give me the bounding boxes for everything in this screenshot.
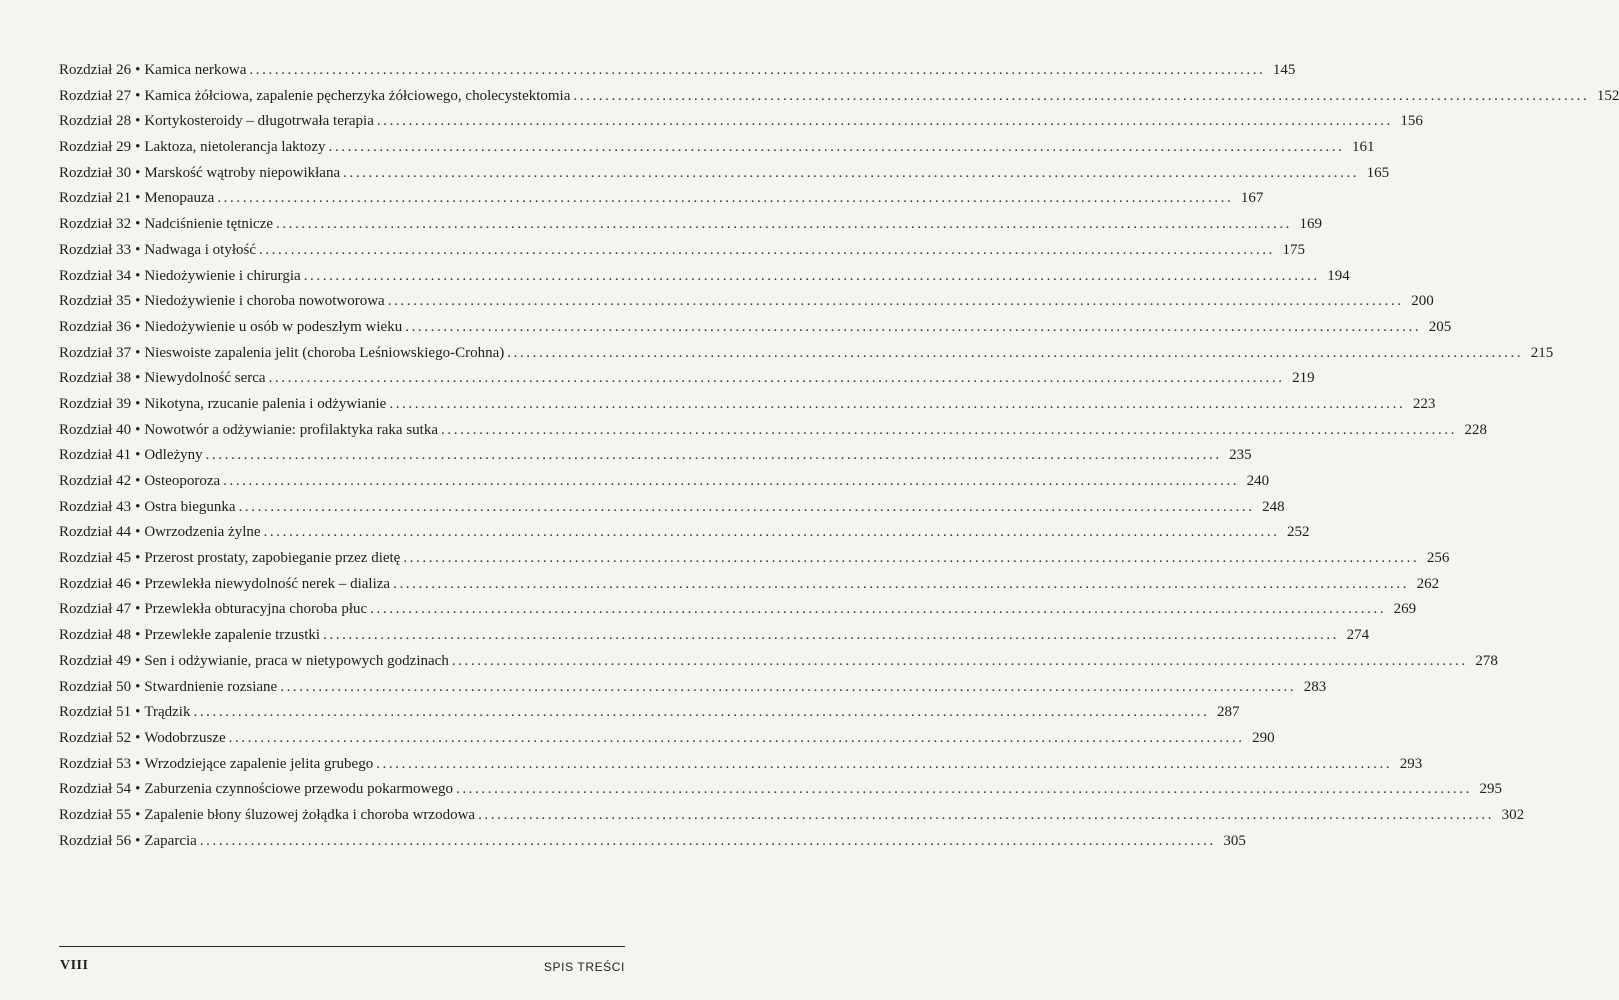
chapter-title: Wodobrzusze	[144, 729, 226, 746]
chapter-label: Rozdział 35	[59, 293, 132, 310]
toc-entry-3[interactable]: Rozdział 29 • Laktoza, nietolerancja laktozy ................................................................................................................................................................ 161	[59, 135, 624, 161]
toc-entry-29[interactable]: Rozdział 55 • Zapalenie błony śluzowej żołądka i choroba wrzodowa ................................................................................................................................................................ 302	[59, 803, 624, 829]
toc-entry-22[interactable]: Rozdział 48 • Przewlekłe zapalenie trzustki ................................................................................................................................................................ 274	[59, 623, 624, 649]
chapter-page-number: 145	[1272, 62, 1296, 78]
toc-entry-4[interactable]: Rozdział 30 • Marskość wątroby niepowikłana ................................................................................................................................................................ 165	[59, 161, 624, 187]
chapter-title: Nowotwór a odżywianie: profilaktyka raka sutka	[144, 421, 439, 438]
toc-entry-26[interactable]: Rozdział 52 • Wodobrzusze ................................................................................................................................................................ 290	[59, 726, 624, 752]
toc-entry-18[interactable]: Rozdział 44 • Owrzodzenia żylne ................................................................................................................................................................ 252	[59, 520, 624, 546]
chapter-title: Trądzik	[144, 704, 191, 721]
chapter-title: Wrzodziejące zapalenie jelita grubego	[144, 755, 374, 772]
chapter-title: Kortykosteroidy – długotrwała terapia	[144, 113, 374, 130]
toc-entry-28[interactable]: Rozdział 54 • Zaburzenia czynnościowe przewodu pokarmowego ................................................................................................................................................................ 295	[59, 777, 624, 803]
toc-entry-2[interactable]: Rozdział 28 • Kortykosteroidy – długotrwała terapia ................................................................................................................................................................ 156	[59, 109, 624, 135]
chapter-label: Rozdział 46	[59, 575, 132, 592]
toc-entry-20[interactable]: Rozdział 46 • Przewlekła niewydolność nerek – dializa ................................................................................................................................................................ 262	[59, 572, 624, 598]
toc-entry-13[interactable]: Rozdział 39 • Nikotyna, rzucanie palenia i odżywianie ................................................................................................................................................................ 223	[59, 392, 624, 418]
chapter-title: Osteoporoza	[144, 473, 221, 489]
chapter-title: Przewlekła obturacyjna choroba płuc	[144, 601, 368, 618]
chapter-page-number: 274	[1346, 627, 1370, 644]
chapter-label: Rozdział 55	[59, 806, 132, 823]
chapter-label: Rozdział 41	[59, 447, 132, 464]
chapter-label: Rozdział 29	[59, 139, 132, 156]
chapter-title: Niedożywienie i choroba nowotworowa	[144, 293, 385, 310]
chapter-label: Rozdział 36	[59, 318, 132, 335]
running-footer-title: SPIS TREŚCI	[543, 960, 625, 974]
toc-entry-24[interactable]: Rozdział 50 • Stwardnienie rozsiane ................................................................................................................................................................ 283	[59, 675, 624, 701]
chapter-title: Przewlekłe zapalenie trzustki	[144, 627, 321, 644]
chapter-label: Rozdział 27	[59, 87, 132, 104]
table-of-contents	[59, 58, 1619, 854]
toc-entry-19[interactable]: Rozdział 45 • Przerost prostaty, zapobieganie przez dietę ................................................................................................................................................................ 256	[59, 546, 624, 572]
chapter-label: Rozdział 42	[59, 473, 132, 489]
chapter-label: Rozdział 49	[59, 652, 132, 669]
chapter-page-number: 156	[1400, 113, 1423, 130]
chapter-title: Kamica nerkowa	[144, 62, 247, 78]
chapter-page-number: 293	[1399, 755, 1423, 772]
chapter-title: Zaburzenia czynnościowe przewodu pokarmowego	[144, 781, 453, 798]
chapter-title: Sen i odżywianie, praca w nietypowych godzinach	[144, 652, 449, 669]
chapter-title: Niewydolność serca	[144, 370, 266, 387]
chapter-title: Owrzodzenia żylne	[144, 524, 261, 541]
chapter-label: Rozdział 38	[59, 370, 132, 387]
chapter-title: Kamica żółciowa, zapalenie pęcherzyka żółciowego, cholecystektomia	[144, 87, 571, 104]
chapter-label: Rozdział 21	[59, 190, 132, 207]
chapter-label: Rozdział 56	[59, 832, 132, 849]
chapter-page-number: 169	[1299, 216, 1323, 233]
chapter-label: Rozdział 50	[59, 678, 132, 695]
chapter-title: Nadwaga i otyłość	[144, 241, 256, 258]
chapter-label: Rozdział 51	[59, 704, 132, 721]
chapter-page-number: 262	[1416, 575, 1440, 592]
toc-entry-16[interactable]: Rozdział 42 • Osteoporoza ................................................................................................................................................................ 240	[59, 469, 624, 495]
toc-entry-8[interactable]: Rozdział 34 • Niedożywienie i chirurgia ................................................................................................................................................................ 194	[59, 264, 624, 290]
toc-entry-9[interactable]: Rozdział 35 • Niedożywienie i choroba nowotworowa ................................................................................................................................................................ 200	[59, 289, 624, 315]
chapter-page-number: 235	[1229, 447, 1252, 464]
chapter-page-number: 256	[1426, 550, 1450, 567]
chapter-label: Rozdział 40	[59, 421, 132, 438]
chapter-page-number: 278	[1475, 652, 1498, 669]
toc-entry-6[interactable]: Rozdział 32 • Nadciśnienie tętnicze ................................................................................................................................................................ 169	[59, 212, 624, 238]
toc-entry-12[interactable]: Rozdział 38 • Niewydolność serca ................................................................................................................................................................ 219	[59, 366, 624, 392]
chapter-title: Zaparcia	[144, 832, 197, 849]
chapter-page-number: 215	[1530, 344, 1554, 361]
chapter-label: Rozdział 48	[59, 627, 132, 644]
chapter-label: Rozdział 45	[59, 550, 132, 567]
toc-entry-27[interactable]: Rozdział 53 • Wrzodziejące zapalenie jelita grubego ................................................................................................................................................................ 293	[59, 752, 624, 778]
toc-entry-14[interactable]: Rozdział 40 • Nowotwór a odżywianie: profilaktyka raka sutka ................................................................................................................................................................ 228	[59, 418, 624, 444]
chapter-page-number: 200	[1411, 293, 1434, 310]
chapter-label: Rozdział 37	[59, 344, 132, 361]
chapter-label: Rozdział 44	[59, 524, 132, 541]
chapter-label: Rozdział 54	[59, 781, 132, 798]
chapter-title: Laktoza, nietolerancja laktozy	[144, 139, 326, 156]
chapter-page-number: 290	[1252, 729, 1275, 746]
chapter-label: Rozdział 28	[59, 113, 132, 130]
chapter-title: Niedożywienie u osób w podeszłym wieku	[144, 318, 403, 335]
chapter-title: Marskość wątroby niepowikłana	[144, 164, 341, 181]
toc-entry-21[interactable]: Rozdział 47 • Przewlekła obturacyjna choroba płuc ................................................................................................................................................................ 269	[59, 597, 624, 623]
chapter-label: Rozdział 52	[59, 729, 132, 746]
toc-entry-1[interactable]: Rozdział 27 • Kamica żółciowa, zapalenie pęcherzyka żółciowego, cholecystektomia ................................................................................................................................................................ 152	[59, 84, 624, 110]
chapter-title: Nadciśnienie tętnicze	[144, 216, 274, 233]
chapter-title: Zapalenie błony śluzowej żołądka i choroba wrzodowa	[144, 806, 476, 823]
chapter-label: Rozdział 53	[59, 755, 132, 772]
toc-entry-15[interactable]: Rozdział 41 • Odleżyny ................................................................................................................................................................ 235	[59, 443, 624, 469]
chapter-label: Rozdział 39	[59, 395, 132, 412]
chapter-page-number: 248	[1262, 498, 1285, 515]
chapter-title: Nikotyna, rzucanie palenia i odżywianie	[144, 395, 387, 412]
toc-entry-11[interactable]: Rozdział 37 • Nieswoiste zapalenia jelit (choroba Leśniowskiego-Crohna) ................................................................................................................................................................ 215	[59, 341, 624, 367]
chapter-title: Przerost prostaty, zapobieganie przez dietę	[144, 550, 401, 567]
chapter-title: Przewlekła niewydolność nerek – dializa	[144, 575, 391, 592]
chapter-page-number: 287	[1216, 704, 1240, 721]
chapter-page-number: 305	[1223, 832, 1246, 849]
chapter-page-number: 219	[1292, 370, 1315, 387]
chapter-title: Niedożywienie i chirurgia	[144, 267, 301, 284]
toc-entry-5[interactable]: Rozdział 21 • Menopauza ................................................................................................................................................................ 167	[59, 186, 624, 212]
chapter-title: Odleżyny	[144, 447, 203, 464]
chapter-label: Rozdział 34	[59, 267, 132, 284]
page-number: VIII	[60, 958, 89, 973]
chapter-page-number: 295	[1479, 781, 1502, 798]
toc-entry-10[interactable]: Rozdział 36 • Niedożywienie u osób w podeszłym wieku ................................................................................................................................................................ 205	[59, 315, 624, 341]
chapter-label: Rozdział 26	[59, 62, 132, 78]
toc-entry-17[interactable]: Rozdział 43 • Ostra biegunka ................................................................................................................................................................ 248	[59, 495, 624, 521]
chapter-page-number: 152	[1596, 87, 1619, 104]
chapter-page-number: 283	[1303, 678, 1327, 695]
footer-divider	[59, 946, 625, 947]
chapter-page-number: 194	[1327, 267, 1350, 284]
chapter-title: Stwardnienie rozsiane	[144, 678, 278, 695]
chapter-page-number: 228	[1464, 421, 1488, 438]
toc-entry-23[interactable]: Rozdział 49 • Sen i odżywianie, praca w nietypowych godzinach ................................................................................................................................................................ 278	[59, 649, 624, 675]
chapter-page-number: 269	[1393, 601, 1417, 618]
chapter-page-number: 165	[1366, 164, 1390, 181]
chapter-page-number: 302	[1501, 806, 1525, 823]
toc-entry-30[interactable]: Rozdział 56 • Zaparcia ................................................................................................................................................................ 305	[59, 829, 624, 855]
toc-entry-0[interactable]: Rozdział 26 • Kamica nerkowa ................................................................................................................................................................ 145	[59, 58, 624, 84]
chapter-label: Rozdział 30	[59, 164, 132, 181]
chapter-page-number: 205	[1428, 318, 1452, 335]
chapter-label: Rozdział 47	[59, 601, 132, 618]
chapter-label: Rozdział 33	[59, 241, 132, 258]
chapter-page-number: 167	[1240, 190, 1264, 207]
chapter-title: Menopauza	[144, 190, 215, 207]
chapter-page-number: 161	[1352, 139, 1375, 156]
chapter-label: Rozdział 43	[59, 498, 132, 515]
chapter-page-number: 175	[1282, 241, 1305, 258]
chapter-page-number: 240	[1246, 473, 1270, 489]
chapter-label: Rozdział 32	[59, 216, 132, 233]
chapter-page-number: 223	[1412, 395, 1436, 412]
toc-entry-25[interactable]: Rozdział 51 • Trądzik ................................................................................................................................................................ 287	[59, 700, 624, 726]
chapter-page-number: 252	[1287, 524, 1310, 541]
chapter-title: Ostra biegunka	[144, 498, 236, 515]
chapter-title: Nieswoiste zapalenia jelit (choroba Leśniowskiego-Crohna)	[144, 344, 505, 361]
toc-entry-7[interactable]: Rozdział 33 • Nadwaga i otyłość ................................................................................................................................................................ 175	[59, 238, 624, 264]
